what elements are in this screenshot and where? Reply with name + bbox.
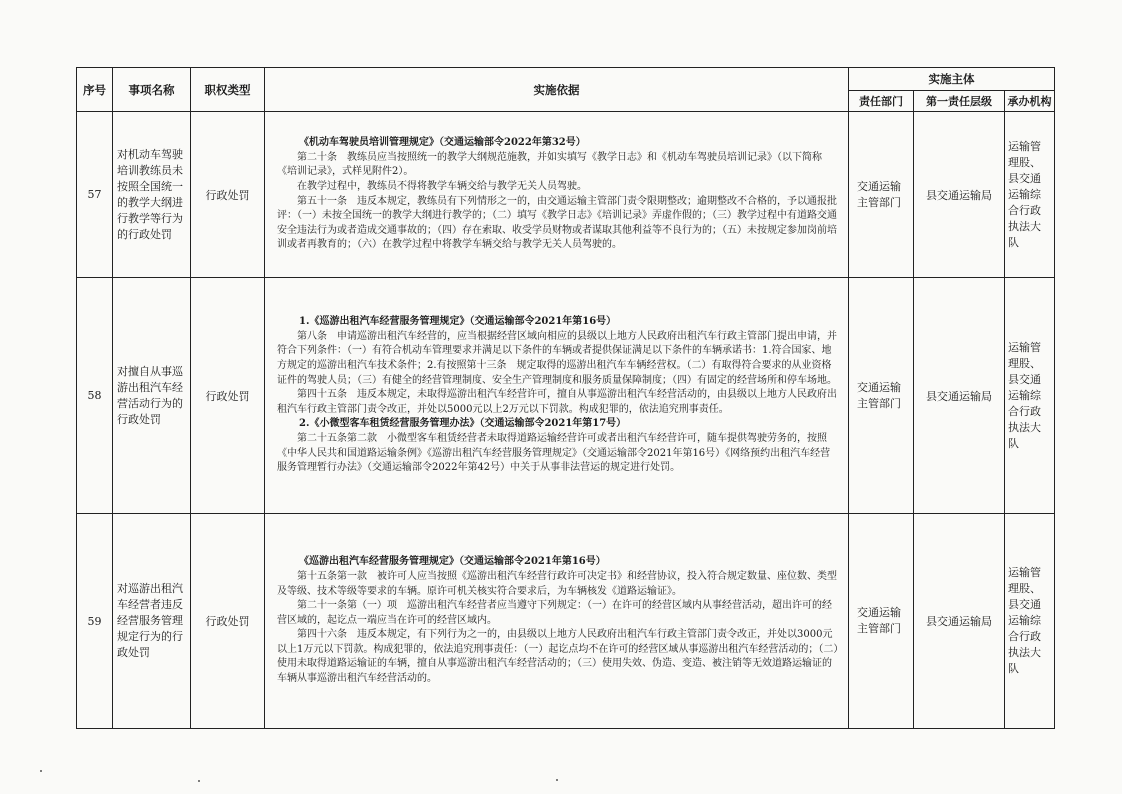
row-power-type: 行政处罚 (191, 278, 265, 514)
basis-paragraph: 第八条 申请巡游出租汽车经营的，应当根据经营区域向相应的县级以上地方人民政府出租汽车行政主管部门提出申请，并符合下列条件：（一）有符合机动车管理要求并满足以下条件的车辆或者提供保证满足以下条件的车辆承诺书：1.符合国家、地方规定的巡游出租汽车技术条件；2.有按照第十三条 规定取得的巡游出租汽车车辆经营权。（二）有取得符合要求的从业资格证件的驾驶人员；（三）有健全的经营管理制度、安全生产管理制度和服务质量保障制度；（四）有固定的经营场所和停车场地。 (277, 330, 837, 386)
basis-doc-title: 1.《巡游出租汽车经营服务管理规定》（交通运输部令2021年第16号） (299, 316, 617, 328)
row-seq: 59 (77, 514, 113, 729)
header-power-type: 职权类型 (191, 68, 265, 112)
header-item-name: 事项名称 (113, 68, 191, 112)
row-basis (265, 514, 849, 729)
row-seq: 57 (77, 112, 113, 278)
row-agency: 运输管理股、县交通运输综合行政执法大队 (1005, 112, 1055, 278)
basis-doc-title: 《巡游出租汽车经营服务管理规定》（交通运输部令2021年第16号） (299, 556, 606, 568)
header-basis: 实施依据 (265, 68, 849, 112)
header-row (77, 68, 1055, 91)
scan-speck (40, 770, 42, 772)
row-agency: 运输管理股、县交通运输综合行政执法大队 (1005, 514, 1055, 729)
row-basis (265, 112, 849, 278)
row-item-name: 对巡游出租汽车经营者违反经营服务管理规定行为的行政处罚 (113, 514, 191, 729)
row-resp-dept: 交通运输主管部门 (849, 514, 914, 729)
row-first-level: 县交通运输局 (914, 278, 1005, 514)
table-row (77, 112, 1055, 278)
basis-paragraph: 在教学过程中，教练员不得将教学车辆交给与教学无关人员驾驶。 (297, 180, 587, 192)
header-resp-dept: 责任部门 (849, 91, 914, 112)
basis-doc-title: 《机动车驾驶员培训管理规定》（交通运输部令2022年第32号） (299, 137, 586, 149)
header-agency: 承办机构 (1005, 91, 1055, 112)
row-first-level: 县交通运输局 (914, 514, 1005, 729)
basis-paragraph: 第四十六条 违反本规定，有下列行为之一的，由县级以上地方人民政府出租汽车行政主管部门责令改正，并处以3000元以上1万元以下罚款。构成犯罪的，依法追究刑事责任：（一）起讫点均不在许可的经营区域从事巡游出租汽车经营活动的；（二）使用未取得道路运输证的车辆，擅自从事巡游出租汽车经营活动的；（三）使用失效、伪造、变造、被注销等无效道路运输证的车辆从事巡游出租汽车经营活动的。 (277, 629, 839, 685)
table-row (77, 514, 1055, 729)
basis-paragraph: 第二十五条第二款 小微型客车租赁经营者未取得道路运输经营许可或者出租汽车经营许可，随车提供驾驶劳务的，按照《中华人民共和国道路运输条例》《巡游出租汽车经营服务管理规定》（交通运输部令2021年第16号）《网络预约出租汽车经营服务管理暂行办法》（交通运输部令2022年第42号）中关于从事非法营运的规定进行处罚。 (277, 432, 831, 474)
regulation-table (76, 67, 1055, 729)
basis-paragraph: 第十五条第一款 被许可人应当按照《巡游出租汽车经营行政许可决定书》和经营协议，投入符合规定数量、座位数、类型及等级、技术等级等要求的车辆。原许可机关核实符合要求后，为车辆核发《道路运输证》。 (277, 570, 837, 597)
row-agency: 运输管理股、县交通运输综合行政执法大队 (1005, 278, 1055, 514)
row-power-type: 行政处罚 (191, 112, 265, 278)
table-row (77, 278, 1055, 514)
row-first-level: 县交通运输局 (914, 112, 1005, 278)
header-seq: 序号 (77, 68, 113, 112)
row-item-name: 对机动车驾驶培训教练员未按照全国统一的教学大纲进行教学等行为的行政处罚 (113, 112, 191, 278)
row-resp-dept: 交通运输主管部门 (849, 278, 914, 514)
header-subject: 实施主体 (849, 68, 1055, 91)
row-basis (265, 278, 849, 514)
basis-paragraph: 第五十一条 违反本规定，教练员有下列情形之一的，由交通运输主管部门责令限期整改；逾期整改不合格的，予以通报批评：（一）未按全国统一的教学大纲进行教学的；（二）填写《教学日志》《培训记录》弄虚作假的；（三）教学过程中有道路交通安全违法行为或者造成交通事故的；（四）存在索取、收受学员财物或者谋取其他利益等不良行为的；（五）未按规定参加岗前培训或者再教育的；（六）在教学过程中将教学车辆交给与教学无关人员驾驶的。 (277, 195, 837, 251)
basis-paragraph: 第二十一条第（一）项 巡游出租汽车经营者应当遵守下列规定：（一）在许可的经营区域内从事经营活动，超出许可的经营区域的，起讫点一端应当在许可的经营区域内。 (277, 600, 832, 626)
row-seq: 58 (77, 278, 113, 514)
basis-paragraph: 第二十条 教练员应当按照统一的教学大纲规范施教，并如实填写《教学日志》和《机动车驾驶员培训记录》（以下简称《培训记录》，式样见附件2）。 (277, 151, 822, 178)
scan-speck (198, 780, 200, 782)
basis-doc-title-2: 2.《小微型客车租赁经营服务管理办法》（交通运输部令2021年第17号） (299, 418, 627, 430)
row-power-type: 行政处罚 (191, 514, 265, 729)
header-first-level: 第一责任层级 (914, 91, 1005, 112)
row-item-name: 对擅自从事巡游出租汽车经营活动行为的行政处罚 (113, 278, 191, 514)
basis-paragraph: 第四十五条 违反本规定，未取得巡游出租汽车经营许可，擅自从事巡游出租汽车经营活动的，由县级以上地方人民政府出租汽车行政主管部门责令改正，并处以5000元以上2万元以下罚款。构成犯罪的，依法追究刑事责任。 (277, 389, 837, 415)
scan-speck (556, 779, 558, 781)
row-resp-dept: 交通运输主管部门 (849, 112, 914, 278)
